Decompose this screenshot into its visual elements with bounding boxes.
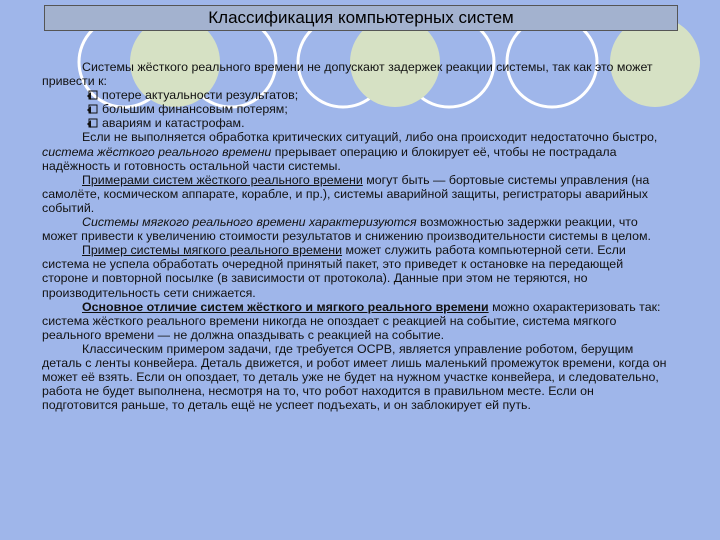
arrow-bullet-icon (86, 104, 98, 115)
p2-text-1: Если не выполняется обработка критических ситуаций, либо она происходит недостаточно быстро, (82, 130, 658, 145)
paragraph-main-difference (42, 300, 672, 342)
paragraph-hard-rt-failure (42, 130, 672, 172)
p2-text-2: прерывает операцию и блокирует её, чтобы не пострадала надёжность и готовность остальной части системы. (42, 144, 617, 173)
text-body (42, 60, 672, 412)
p2-italic: система жёсткого реального времени (42, 144, 272, 159)
bullet-item (42, 102, 672, 116)
p3-text: могут быть — бортовые системы управления (на самолёте, космическом аппарате, корабле, и пр.), системы аварийной защиты, регистраторы аварийных событий. (42, 172, 650, 215)
intro-paragraph: Системы жёсткого реального времени не допускают задержек реакции системы, так как это может привести к: (42, 60, 653, 89)
arrow-bullet-icon (86, 90, 98, 101)
bullet-item (42, 116, 672, 130)
p5-text: может служить работа компьютерной сети. Если система не успела обработать очередной принятый пакет, это приведет к остановке на передающей стороне и повторной посылке (в зависимости от протокола). Данные при этом не теряются, но производительность сети снижается. (42, 243, 626, 300)
p4-text: возможностью задержки реакции, что может привести к увеличению стоимости результатов и снижению производительности системы в целом. (42, 215, 651, 244)
paragraph-soft-rt (42, 215, 672, 243)
bullet-text: потере актуальности результатов; (102, 88, 299, 103)
paragraph-robot-example: Классическим примером задачи, где требуется ОСРВ, является управление роботом, берущим деталь с ленты конвейера. Деталь движется, и робот имеет лишь маленький промежуток времени, когда он может её взять. Если он опоздает, то деталь уже не будет на нужном участке конвейера, и следовательно, работа не будет выполнена, несмотря на то, что робот находится в правильном месте. Если он подготовится раньше, то деталь ещё не успеет подъехать, и он заблокирует ей путь. (42, 341, 667, 413)
bullet-text: авариям и катастрофам. (102, 116, 245, 131)
paragraph-soft-rt-example (42, 243, 672, 299)
arrow-bullet-icon (86, 118, 98, 129)
bullet-item (42, 88, 672, 102)
p3-underlined: Примерами систем жёсткого реального времени (82, 172, 363, 187)
page-title: Классификация компьютерных систем (208, 8, 514, 27)
p6-text: можно охарактеризовать так: система жёсткого реального времени никогда не опоздает с реакцией на событие, система мягкого реального времени — не должна опаздывать с реакцией на событие. (42, 299, 661, 342)
p6-bold-underlined: Основное отличие систем жёсткого и мягкого реального времени (82, 299, 489, 314)
p5-underlined: Пример системы мягкого реального времени (82, 243, 343, 258)
p4-italic: Системы мягкого реального времени характеризуются (82, 215, 417, 230)
paragraph-hard-rt-examples (42, 173, 672, 215)
bullet-text: большим финансовым потерям; (102, 102, 288, 117)
title-box (44, 5, 678, 31)
